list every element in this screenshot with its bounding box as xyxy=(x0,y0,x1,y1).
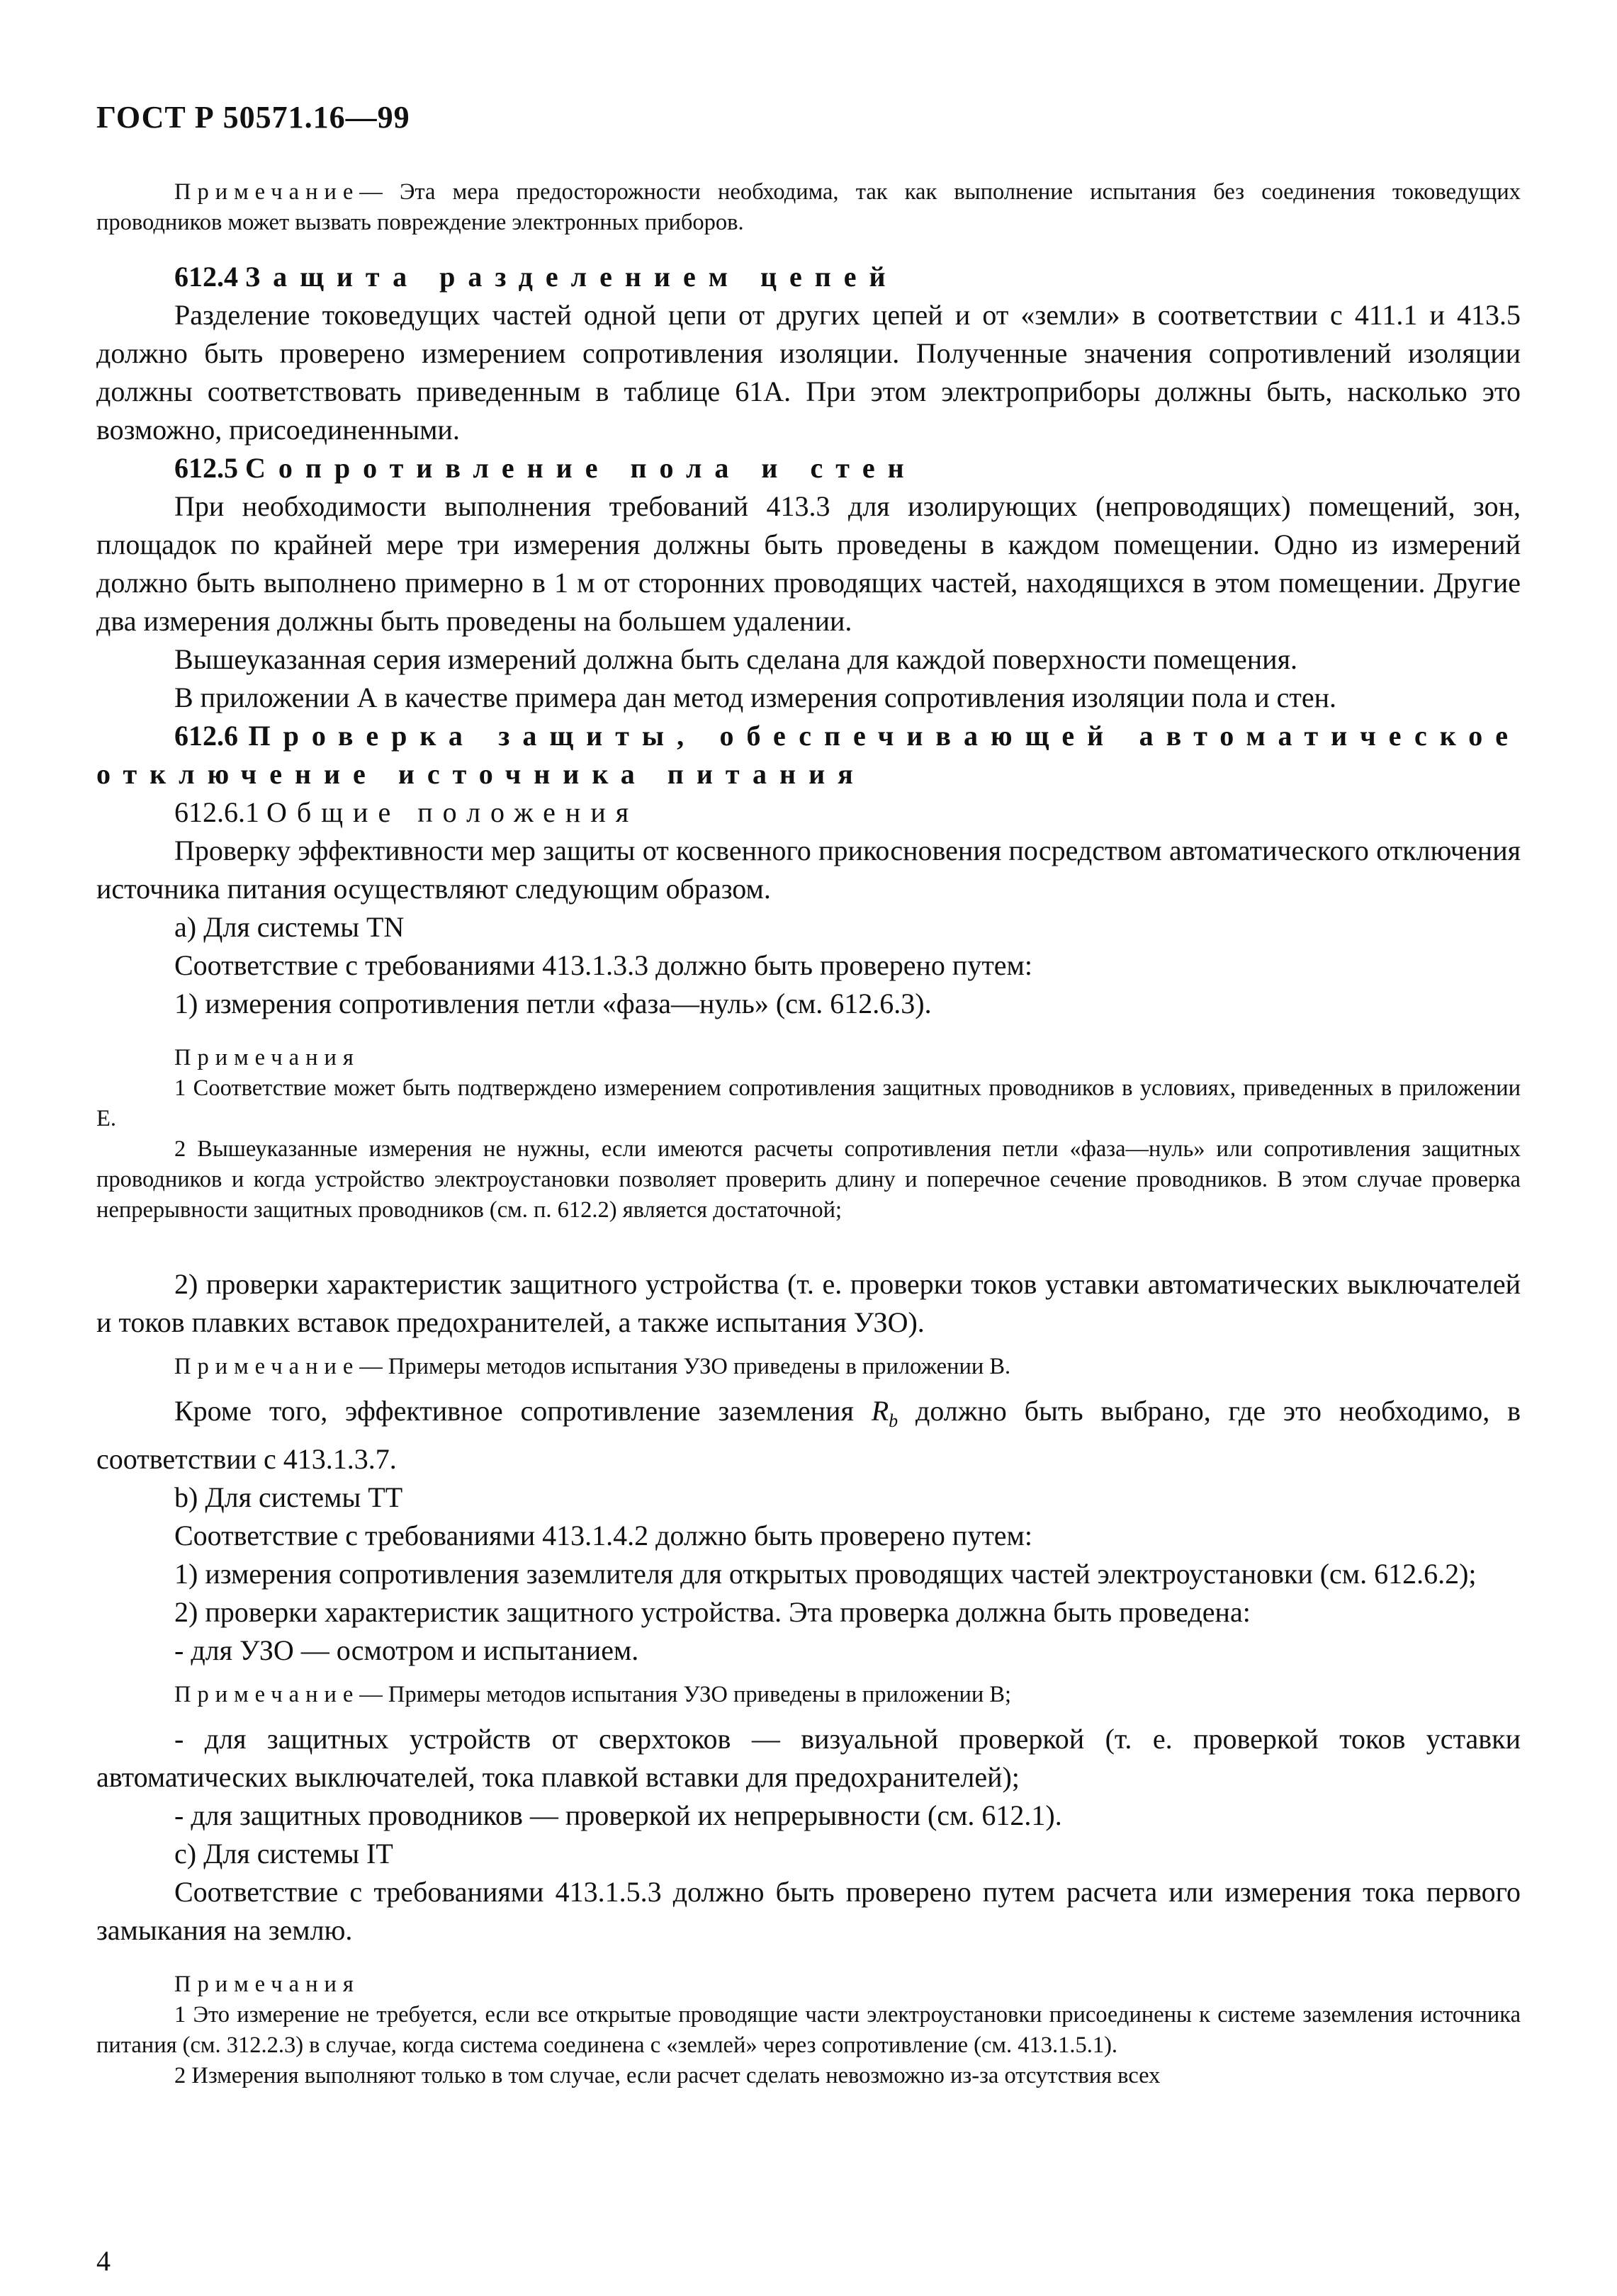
note-paragraph xyxy=(96,1680,1521,1710)
section-heading-612-5 xyxy=(96,449,1521,487)
section-heading-612-6 xyxy=(96,717,1521,793)
section-title: Защита разделением цепей xyxy=(245,261,898,293)
list-item: - для защитных устройств от сверхтоков — визуальной проверкой (т. е. проверкой токов уставки автоматических выключателей, тока плавкой вставки для предохранителей); xyxy=(96,1723,1521,1793)
section-body: В приложении А в качестве примера дан метод измерения сопротивления изоляции пола и стен. xyxy=(174,682,1337,713)
list-heading: b) Для системы TT xyxy=(174,1481,403,1513)
note-text: — Примеры методов испытания УЗО приведены в приложении В. xyxy=(359,1354,1011,1379)
list-item: 2) проверки характеристик защитного устройства (т. е. проверки токов уставки автоматических выключателей и токов плавких вставок предохранителей, а также испытания УЗО). xyxy=(96,1268,1521,1338)
text-span: Кроме того, эффективное сопротивление заземления xyxy=(174,1395,872,1427)
section-title: Проверка защиты, обеспечивающей автоматическое отключение источника питания xyxy=(96,720,1521,790)
subsection-number: 612.6.1 xyxy=(174,796,259,828)
document-header: ГОСТ Р 50571.16—99 xyxy=(96,100,410,135)
page-number: 4 xyxy=(96,2245,111,2277)
list-item: 1) измерения сопротивления петли «фаза—нуль» (см. 612.6.3). xyxy=(174,988,932,1019)
subsection-heading-612-6-1 xyxy=(96,793,1521,832)
note-item: 1 Соответствие может быть подтверждено измерением сопротивления защитных проводников в условиях, приведенных в приложении Е. xyxy=(96,1075,1521,1131)
section-heading-612-4 xyxy=(96,258,1521,296)
note-text: — Примеры методов испытания УЗО приведены в приложении В; xyxy=(359,1682,1012,1707)
note-label: Примечание xyxy=(174,179,360,205)
text-span: должно быть выбрано, где это необходимо, в соответствии с 413.1.3.7. xyxy=(96,1395,1521,1475)
paragraph: Соответствие с требованиями 413.1.5.3 должно быть проверено путем расчета или измерения тока первого замыкания на землю. xyxy=(96,1876,1521,1946)
subsection-title: Общие положения xyxy=(266,796,639,828)
note-text: — Эта мера предосторожности необходима, так как выполнение испытания без соединения токоведущих проводников может вызвать повреждение электронных приборов. xyxy=(96,179,1521,235)
section-number: 612.6 xyxy=(174,720,238,752)
note-paragraph xyxy=(96,1352,1521,1382)
list-item: 1) измерения сопротивления заземлителя для открытых проводящих частей электроустановки (см. 612.6.2); xyxy=(174,1558,1477,1590)
list-heading: с) Для системы IT xyxy=(174,1838,393,1870)
section-number: 612.4 xyxy=(174,261,238,293)
paragraph-rb xyxy=(96,1392,1521,1478)
section-body: При необходимости выполнения требований 413.3 для изолирующих (непроводящих) помещений, зон, площадок по крайней мере три измерения должны быть проведены в каждом помещении. Одно из измерений должно быть выполнено примерно в 1 м от сторонних проводящих частей, находящихся в этом помещении. Другие два измерения должны быть проведены на большем удалении. xyxy=(96,490,1521,637)
list-item: 2) проверки характеристик защитного устройства. Эта проверка должна быть проведена: xyxy=(174,1596,1251,1628)
section-number: 612.5 xyxy=(174,452,238,484)
paragraph: Соответствие с требованиями 413.1.3.3 должно быть проверено путем: xyxy=(174,949,1032,981)
note-item: 2 Измерения выполняют только в том случае, если расчет сделать невозможно из-за отсутствия всех xyxy=(174,2063,1161,2088)
note-item: 1 Это измерение не требуется, если все открытые проводящие части электроустановки присоединены к системе заземления источника питания (см. 312.2.3) в случае, когда система соединена с «землей» через сопротивление (см. 413.1.5.1). xyxy=(96,2002,1521,2058)
note-item: 2 Вышеуказанные измерения не нужны, если имеются расчеты сопротивления петли «фаза—нуль» или сопротивления защитных проводников и когда устройство электроустановки позволяет проверить длину и поперечное сечение проводников. В этом случае проверка непрерывности защитных проводников (см. п. 612.2) является достаточной; xyxy=(96,1136,1521,1223)
variable-r: R xyxy=(871,1395,889,1427)
note-label: Примечание xyxy=(174,1354,360,1379)
document-body xyxy=(96,177,1521,2091)
list-heading: а) Для системы TN xyxy=(174,911,405,943)
note-paragraph xyxy=(96,177,1521,238)
list-item: - для УЗО — осмотром и испытанием. xyxy=(174,1634,639,1666)
section-body: Вышеуказанная серия измерений должна быть сделана для каждой поверхности помещения. xyxy=(174,643,1297,675)
list-item: - для защитных проводников — проверкой их непрерывности (см. 612.1). xyxy=(174,1799,1062,1831)
note-label: Примечание xyxy=(174,1682,360,1707)
variable-subscript: b xyxy=(889,1410,898,1431)
paragraph: Соответствие с требованиями 413.1.4.2 должно быть проверено путем: xyxy=(174,1520,1032,1551)
notes-label xyxy=(96,1043,1521,1073)
notes-label xyxy=(96,1969,1521,2000)
notes-label-text: Примечания xyxy=(174,1045,360,1070)
paragraph: Проверку эффективности мер защиты от косвенного прикосновения посредством автоматического отключения источника питания осуществляют следующим образом. xyxy=(96,835,1521,905)
notes-label-text: Примечания xyxy=(174,1972,360,1997)
section-body: Разделение токоведущих частей одной цепи от других цепей и от «земли» в соответствии с 411.1 и 413.5 должно быть проверено измерением сопротивления изоляции. Полученные значения сопротивлений изоляции должны соответствовать приведенным в таблице 61А. При этом электроприборы должны быть, насколько это возможно, присоединенными. xyxy=(96,299,1521,446)
section-title: Сопротивление пола и стен xyxy=(245,452,917,484)
